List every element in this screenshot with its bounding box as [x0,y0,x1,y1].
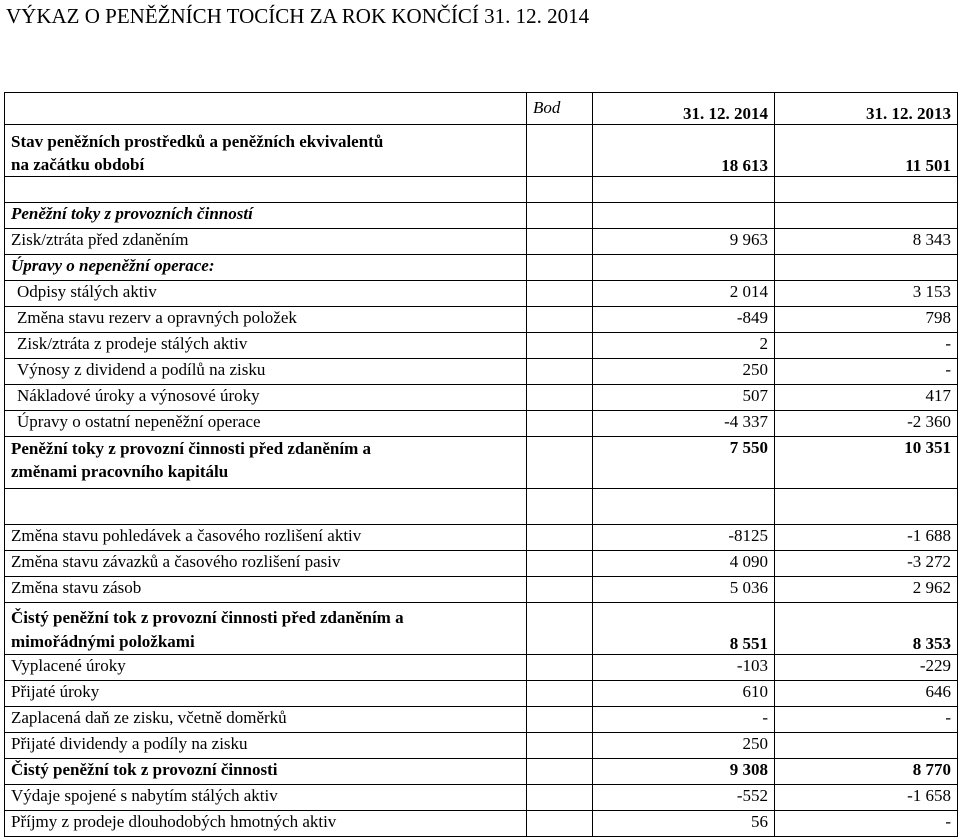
row-label: Změna stavu zásob [5,577,527,603]
row-label: Stav peněžních prostředků a peněžních ekvivalentů na začátku období [5,125,527,177]
row-value-2014: - [593,707,775,733]
row-bod [527,785,593,811]
row-label [5,177,527,203]
row-bod [527,437,593,489]
table-row [5,177,958,203]
row-value-2014: 9 308 [593,759,775,785]
row-value-2013: - [775,359,958,385]
row-bod [527,385,593,411]
row-bod [527,603,593,655]
row-label: Vyplacené úroky [5,655,527,681]
row-label: Výnosy z dividend a podílů na zisku [5,359,527,385]
row-value-2013: -1 688 [775,525,958,551]
row-value-2013: 8 353 [775,603,958,655]
row-value-2013: 8 770 [775,759,958,785]
row-label: Přijaté dividendy a podíly na zisku [5,733,527,759]
row-label: Úpravy o nepeněžní operace: [5,255,527,281]
row-label: Zisk/ztráta před zdaněním [5,229,527,255]
header-col-2013: 31. 12. 2013 [775,93,958,125]
row-value-2013: - [775,811,958,837]
table-row [5,603,958,655]
row-bod [527,411,593,437]
row-bod [527,359,593,385]
row-value-2014: 2 014 [593,281,775,307]
row-value-2014 [593,489,775,525]
cash-flow-table [4,92,958,837]
row-value-2013 [775,489,958,525]
row-label: Výdaje spojené s nabytím stálých aktiv [5,785,527,811]
row-value-2014 [593,255,775,281]
row-label: Změna stavu pohledávek a časového rozlišení aktiv [5,525,527,551]
row-value-2014: 56 [593,811,775,837]
row-label: Čistý peněžní tok z provozní činnosti [5,759,527,785]
row-value-2013: -1 658 [775,785,958,811]
row-bod [527,281,593,307]
row-bod [527,255,593,281]
table-row [5,551,958,577]
table-row [5,785,958,811]
row-value-2014: 4 090 [593,551,775,577]
row-bod [527,707,593,733]
table-row [5,281,958,307]
row-label: Peněžní toky z provozních činností [5,203,527,229]
table-row [5,125,958,177]
row-value-2013: 646 [775,681,958,707]
row-label: Čistý peněžní tok z provozní činnosti před zdaněním a mimořádnými položkami [5,603,527,655]
row-label: Odpisy stálých aktiv [5,281,527,307]
row-value-2013 [775,255,958,281]
row-value-2014: -849 [593,307,775,333]
row-value-2014: 9 963 [593,229,775,255]
header-label-cell [5,93,527,125]
row-value-2014: 18 613 [593,125,775,177]
row-bod [527,307,593,333]
row-value-2014: 610 [593,681,775,707]
table-row [5,359,958,385]
row-value-2013: 8 343 [775,229,958,255]
row-value-2014: -103 [593,655,775,681]
row-value-2014 [593,203,775,229]
row-label: Příjmy z prodeje dlouhodobých hmotných aktiv [5,811,527,837]
row-bod [527,333,593,359]
row-bod [527,203,593,229]
row-label: Nákladové úroky a výnosové úroky [5,385,527,411]
row-value-2013: 2 962 [775,577,958,603]
table-row [5,489,958,525]
row-value-2013: 11 501 [775,125,958,177]
row-bod [527,733,593,759]
row-value-2013: -229 [775,655,958,681]
row-label: Přijaté úroky [5,681,527,707]
row-value-2014: 7 550 [593,437,775,489]
header-row [5,93,958,125]
row-label [5,489,527,525]
table-row [5,333,958,359]
table-row [5,655,958,681]
table-row [5,707,958,733]
row-label: Změna stavu rezerv a opravných položek [5,307,527,333]
table-row [5,203,958,229]
row-label: Zisk/ztráta z prodeje stálých aktiv [5,333,527,359]
row-value-2013 [775,203,958,229]
row-label: Peněžní toky z provozní činnosti před zdaněním a změnami pracovního kapitálu [5,437,527,489]
header-col-2014: 31. 12. 2014 [593,93,775,125]
row-bod [527,125,593,177]
row-value-2013: 798 [775,307,958,333]
table-row [5,385,958,411]
row-bod [527,177,593,203]
row-bod [527,489,593,525]
table-row [5,733,958,759]
row-bod [527,681,593,707]
row-value-2014: 250 [593,359,775,385]
row-value-2013: - [775,707,958,733]
row-value-2013 [775,177,958,203]
row-value-2013: 417 [775,385,958,411]
row-value-2014: 8 551 [593,603,775,655]
row-value-2014: 250 [593,733,775,759]
row-label: Změna stavu závazků a časového rozlišení pasiv [5,551,527,577]
table-row [5,307,958,333]
row-value-2013: 10 351 [775,437,958,489]
row-bod [527,551,593,577]
page-title: VÝKAZ O PENĚŽNÍCH TOCÍCH ZA ROK KONČÍCÍ 31. 12. 2014 [6,4,590,28]
table-row [5,437,958,489]
row-label: Úpravy o ostatní nepeněžní operace [5,411,527,437]
row-value-2014: 507 [593,385,775,411]
table-row [5,411,958,437]
table-row [5,759,958,785]
row-value-2014: -4 337 [593,411,775,437]
table-row [5,577,958,603]
row-label: Zaplacená daň ze zisku, včetně doměrků [5,707,527,733]
header-bod: Bod [527,93,593,125]
table-row [5,255,958,281]
row-value-2014: -8125 [593,525,775,551]
row-value-2014: 5 036 [593,577,775,603]
row-bod [527,577,593,603]
row-bod [527,655,593,681]
table-row [5,525,958,551]
row-value-2013 [775,733,958,759]
row-value-2014: -552 [593,785,775,811]
table-row [5,811,958,837]
row-bod [527,525,593,551]
table-row [5,229,958,255]
row-value-2014: 2 [593,333,775,359]
row-bod [527,811,593,837]
row-value-2013: 3 153 [775,281,958,307]
row-value-2013: - [775,333,958,359]
table-row [5,681,958,707]
row-value-2014 [593,177,775,203]
row-bod [527,229,593,255]
row-bod [527,759,593,785]
row-value-2013: -2 360 [775,411,958,437]
row-value-2013: -3 272 [775,551,958,577]
